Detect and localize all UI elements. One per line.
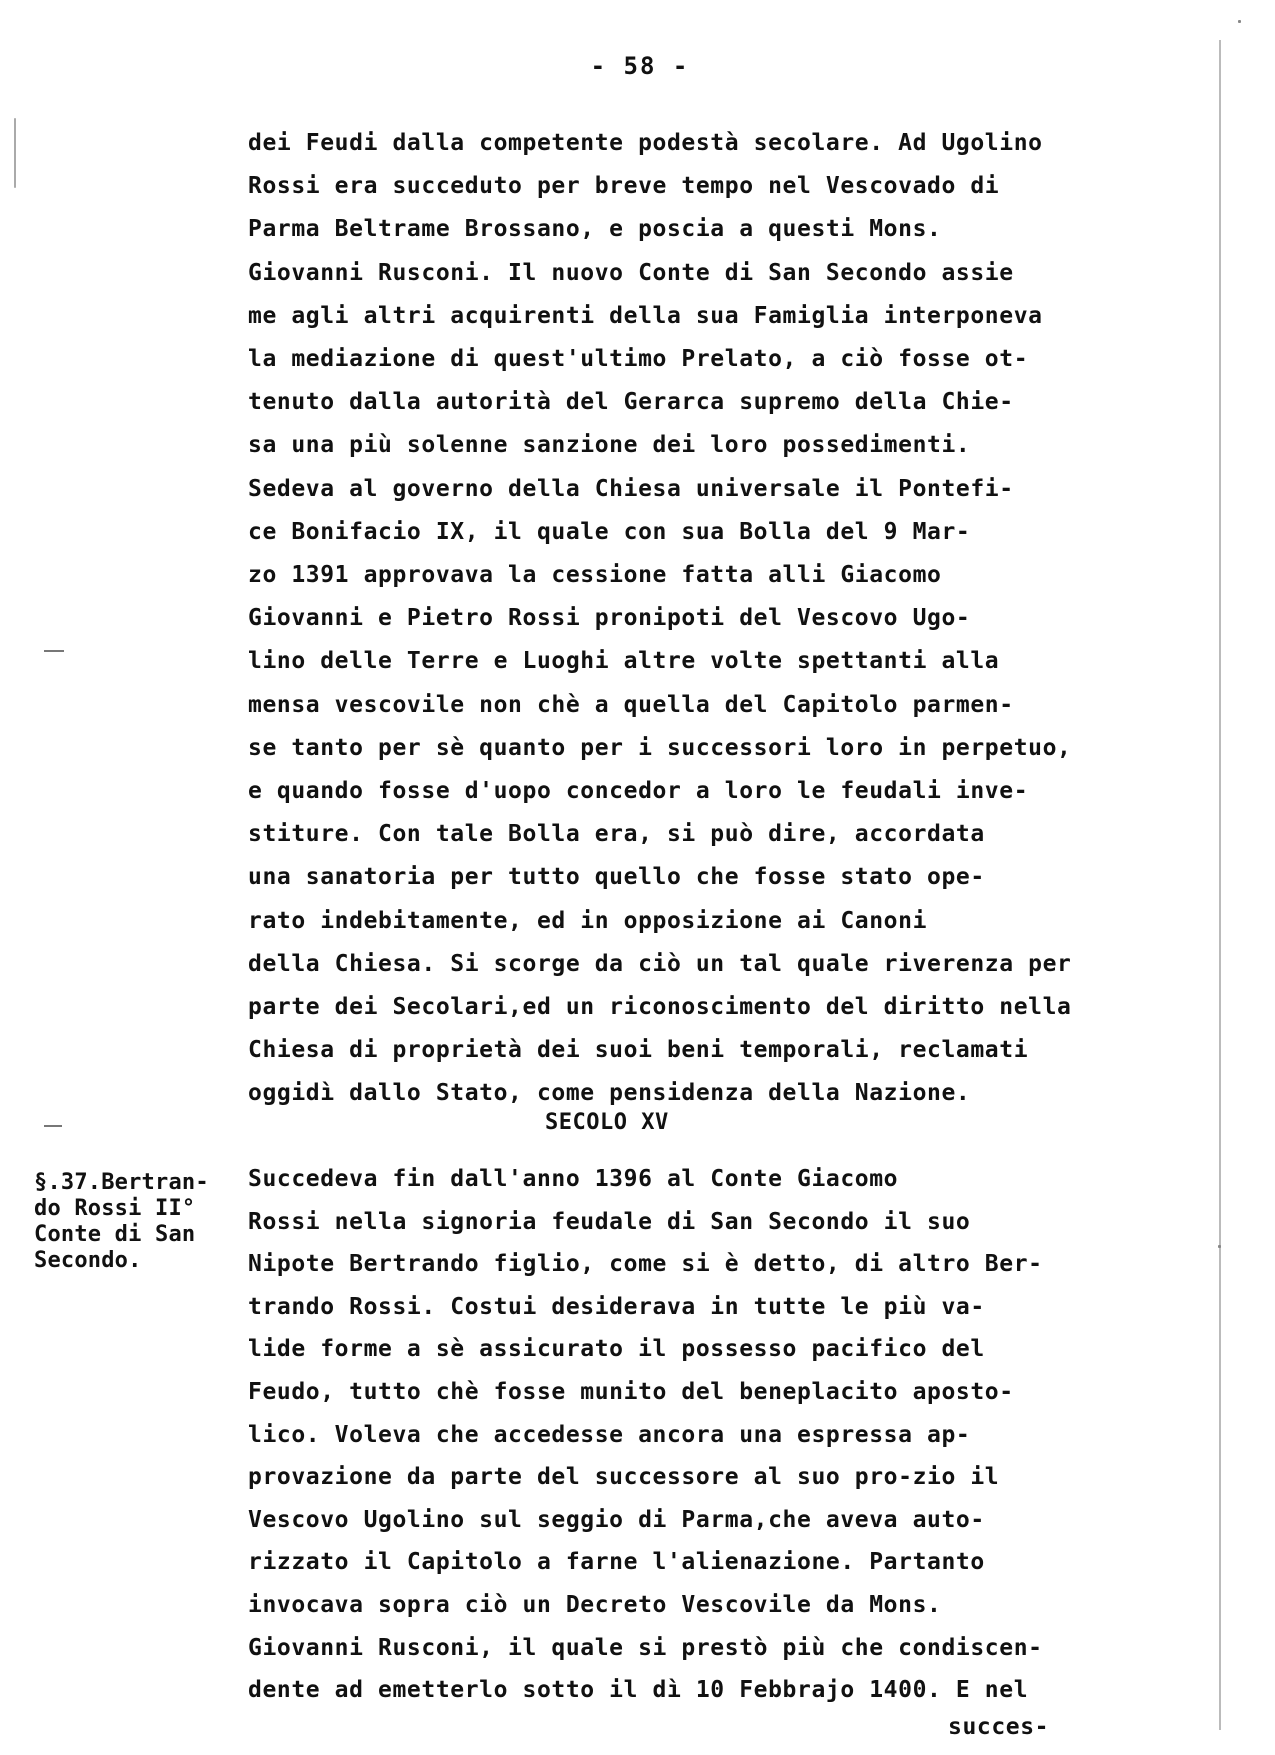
text-line: Chiesa di proprietà dei suoi beni temporali, reclamati xyxy=(248,1037,1029,1064)
text-line: Giovanni Rusconi. Il nuovo Conte di San Secondo assie xyxy=(248,259,1014,286)
text-line: mensa vescovile non chè a quella del Capitolo parmen- xyxy=(248,691,1014,718)
text-line: invocava sopra ciò un Decreto Vescovile da Mons. xyxy=(248,1592,942,1618)
catchword: succes- xyxy=(948,1714,1050,1740)
text-line: Nipote Bertrando figlio, come si è detto, di altro Ber- xyxy=(248,1251,1043,1278)
text-line: zo 1391 approvava la cessione fatta alli Giacomo xyxy=(248,562,942,588)
text-line: una sanatoria per tutto quello che fosse stato ope- xyxy=(248,864,985,891)
text-line: tenuto dalla autorità del Gerarca supremo della Chie- xyxy=(248,389,1014,416)
text-line: la mediazione di quest'ultimo Prelato, a ciò fosse ot- xyxy=(248,346,1029,372)
text-line: rato indebitamente, ed in opposizione ai Canoni xyxy=(248,907,928,934)
text-line: e quando fosse d'uopo concedor a loro le feudali inve- xyxy=(248,778,1029,804)
text-line: lino delle Terre e Luoghi altre volte spettanti alla xyxy=(248,648,1000,675)
text-line: Feudo, tutto chè fosse munito del beneplacito aposto- xyxy=(248,1379,1014,1405)
scan-mark xyxy=(14,118,16,188)
text-line: lide forme a sè assicurato il possesso pacifico del xyxy=(248,1336,985,1363)
margin-note-line: Secondo. xyxy=(34,1248,142,1273)
text-line: parte dei Secolari,ed un riconoscimento del diritto nella xyxy=(248,994,1072,1020)
text-line: ce Bonifacio IX, il quale con sua Bolla del 9 Mar- xyxy=(248,518,971,545)
text-line: della Chiesa. Si scorge da ciò un tal quale riverenza per xyxy=(248,950,1072,977)
text-line: provazione da parte del successore al suo pro-zio il xyxy=(248,1464,1000,1491)
text-line: Parma Beltrame Brossano, e poscia a questi Mons. xyxy=(248,216,942,243)
margin-dash xyxy=(44,650,64,652)
page-number: - 58 - xyxy=(590,52,690,80)
text-line: rizzato il Capitolo a farne l'alienazione. Partanto xyxy=(248,1549,985,1576)
text-line: stiture. Con tale Bolla era, si può dire, accordata xyxy=(248,821,985,848)
scan-mark xyxy=(1238,20,1241,23)
text-line: dente ad emetterlo sotto il dì 10 Febbrajo 1400. E nel xyxy=(248,1677,1029,1704)
text-line: Vescovo Ugolino sul seggio di Parma,che aveva auto- xyxy=(248,1506,985,1533)
text-line: Sedeva al governo della Chiesa universale il Pontefi- xyxy=(248,475,1014,502)
text-line: lico. Voleva che accedesse ancora una espressa ap- xyxy=(248,1421,971,1448)
text-line: me agli altri acquirenti della sua Famiglia interponeva xyxy=(248,302,1043,329)
margin-note-line: Conte di San xyxy=(34,1222,196,1247)
margin-dash xyxy=(44,1125,62,1127)
text-line: Rossi era succeduto per breve tempo nel Vescovado di xyxy=(248,173,1000,200)
text-line: Rossi nella signoria feudale di San Secondo il suo xyxy=(248,1208,971,1235)
text-line: Giovanni e Pietro Rossi pronipoti del Vescovo Ugo- xyxy=(248,605,971,632)
section-heading: SECOLO XV xyxy=(545,1110,669,1135)
text-line: sa una più solenne sanzione dei loro possedimenti. xyxy=(248,432,971,459)
text-line: dei Feudi dalla competente podestà secolare. Ad Ugolino xyxy=(248,130,1043,156)
margin-note-line: §.37.Bertran- xyxy=(34,1170,209,1195)
text-line: trando Rossi. Costui desiderava in tutte le più va- xyxy=(248,1293,985,1320)
text-line: Succedeva fin dall'anno 1396 al Conte Giacomo xyxy=(248,1166,899,1192)
margin-note-line: do Rossi II° xyxy=(34,1196,196,1221)
scan-edge-line xyxy=(1219,40,1221,1730)
text-line: se tanto per sè quanto per i successori loro in perpetuo, xyxy=(248,734,1072,761)
text-line: oggidì dallo Stato, come pensidenza della Nazione. xyxy=(248,1080,971,1107)
scan-mark xyxy=(1218,1245,1221,1248)
text-line: Giovanni Rusconi, il quale si prestò più che condiscen- xyxy=(248,1634,1043,1661)
